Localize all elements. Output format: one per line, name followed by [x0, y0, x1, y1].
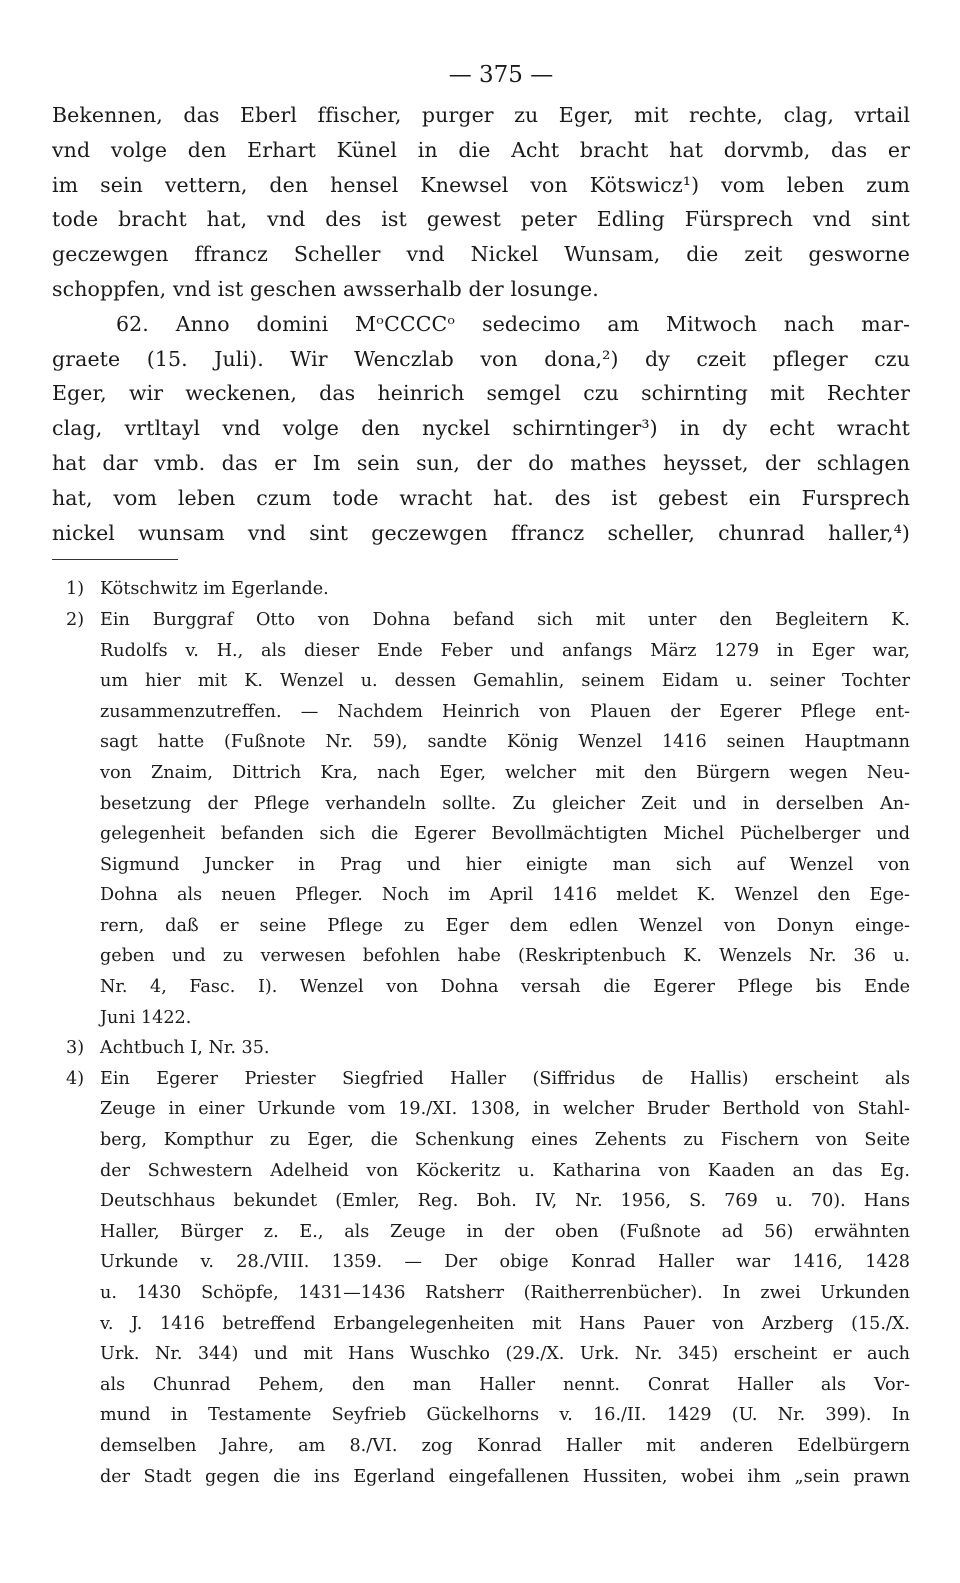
footnote-4-line: Haller, Bürger z. E., als Zeuge in der oben (Fußnote ad 56) erwähnten	[100, 1221, 910, 1242]
footnote-2-line: geben und zu verwesen befohlen habe (Reskriptenbuch K. Wenzels Nr. 36 u.	[100, 946, 910, 967]
text-line: nickel wunsam vnd sint geczewgen ffrancz scheller, chunrad haller,⁴)	[52, 520, 910, 545]
footnote-marker: 1)	[66, 579, 85, 600]
footnote-4-line: Zeuge in einer Urkunde vom 19./XI. 1308, in welcher Bruder Berthold von Stahl-	[100, 1099, 910, 1120]
footnote-4-line: Deutschhaus bekundet (Emler, Reg. Boh. IV, Nr. 1956, S. 769 u. 70). Hans	[100, 1191, 910, 1212]
footnote-separator	[52, 559, 178, 560]
text-line: im sein vettern, den hensel Knewsel von Kötswicz¹) vom leben zum	[52, 172, 910, 197]
footnote-2-line: Rudolfs v. H., als dieser Ende Feber und anfangs März 1279 in Eger war,	[100, 640, 910, 661]
text-line: clag, vrtltayl vnd volge den nyckel schirntinger³) in dy echt wracht	[52, 416, 910, 441]
text-line: hat dar vmb. das er Im sein sun, der do mathes heysset, der schlagen	[52, 450, 910, 475]
footnote-2-line: sagt hatte (Fußnote Nr. 59), sandte König Wenzel 1416 seinen Hauptmann	[100, 732, 910, 753]
footnote-2-line: 2) Ein Burggraf Otto von Dohna befand sich mit unter den Begleitern K.	[52, 605, 910, 636]
text-line: Eger, wir weckenen, das heinrich semgel czu schirnting mit Rechter	[52, 381, 910, 406]
footnote-2-line: um hier mit K. Wenzel u. dessen Gemahlin, seinem Eidam u. seiner Tochter	[100, 671, 910, 692]
footnote-marker: 3)	[66, 1038, 85, 1059]
page-number: — 375 —	[448, 62, 554, 88]
footnote-4-line: Urk. Nr. 344) und mit Hans Wuschko (29./X. Urk. Nr. 345) erscheint er auch	[100, 1344, 910, 1365]
footnote-4-line: als Chunrad Pehem, den man Haller nennt. Conrat Haller als Vor-	[100, 1374, 910, 1395]
footnote-4-line: u. 1430 Schöpfe, 1431—1436 Ratsherr (Raitherrenbücher). In zwei Urkunden	[100, 1283, 910, 1304]
footnote-2-line: von Znaim, Dittrich Kra, nach Eger, welcher mit den Bürgern wegen Neu-	[100, 762, 910, 783]
footnote-4-line: der Stadt gegen die ins Egerland eingefallenen Hussiten, wobei ihm „sein prawn	[100, 1466, 910, 1487]
text-line: 62. Anno domini MᵒCCCCᵒ sedecimo am Mitwoch nach mar-	[116, 311, 910, 336]
text-line: tode bracht hat, vnd des ist gewest peter Edling Fürsprech vnd sint	[52, 207, 910, 232]
footnote-4-line: Urkunde v. 28./VIII. 1359. — Der obige Konrad Haller war 1416, 1428	[100, 1252, 910, 1273]
footnote-4-line: demselben Jahre, am 8./VI. zog Konrad Haller mit anderen Edelbürgern	[100, 1435, 910, 1456]
document-page	[52, 58, 910, 1492]
footnotes	[52, 574, 910, 1492]
footnote-2-line: besetzung der Pflege verhandeln sollte. Zu gleicher Zeit und in derselben An-	[100, 793, 910, 814]
footnote-2-line: zusammenzutreffen. — Nachdem Heinrich von Plauen der Egerer Pflege ent-	[100, 701, 910, 722]
footnote-marker: 2)	[66, 609, 85, 630]
footnote-2-line: rern, daß er seine Pflege zu Eger dem edlen Wenzel von Donyn einge-	[100, 915, 910, 936]
text-line: graete (15. Juli). Wir Wenczlab von dona,²) dy czeit pfleger czu	[52, 346, 910, 371]
footnote-4-line: 4) Ein Egerer Priester Siegfried Haller (Siffridus de Hallis) erscheint als	[52, 1064, 910, 1095]
footnote-4-line: berg, Kompthur zu Eger, die Schenkung eines Zehents zu Fischern von Seite	[100, 1130, 910, 1151]
footnote-4-line: mund in Testamente Seyfrieb Gückelhorns v. 16./II. 1429 (U. Nr. 399). In	[100, 1405, 910, 1426]
footnote-4-line: v. J. 1416 betreffend Erbangelegenheiten mit Hans Pauer von Arzberg (15./X.	[100, 1313, 910, 1334]
text-line: vnd volge den Erhart Künel in die Acht bracht hat dorvmb, das er	[52, 137, 910, 162]
main-text	[52, 98, 910, 550]
footnote-3-line: 3) Achtbuch I, Nr. 35.	[52, 1033, 910, 1064]
text-line: geczewgen ffrancz Scheller vnd Nickel Wunsam, die zeit gesworne	[52, 242, 910, 267]
footnote-2-line: Nr. 4, Fasc. I). Wenzel von Dohna versah die Egerer Pflege bis Ende	[100, 977, 910, 998]
footnote-2-line: Sigmund Juncker in Prag und hier einigte man sich auf Wenzel von	[100, 854, 910, 875]
text-line: schoppfen, vnd ist geschen awsserhalb der losunge.	[52, 276, 599, 301]
footnote-1-line: 1) Kötschwitz im Egerlande.	[52, 574, 910, 605]
footnote-2-line: Juni 1422.	[100, 1007, 192, 1028]
footnote-4-line: der Schwestern Adelheid von Köckeritz u. Katharina von Kaaden an das Eg.	[100, 1160, 910, 1181]
footnote-2-line: gelegenheit befanden sich die Egerer Bevollmächtigten Michel Püchelberger und	[100, 824, 910, 845]
text-line: hat, vom leben czum tode wracht hat. des ist gebest ein Fursprech	[52, 485, 910, 510]
footnote-marker: 4)	[66, 1068, 85, 1089]
footnote-2-line: Dohna als neuen Pfleger. Noch im April 1416 meldet K. Wenzel den Ege-	[100, 885, 910, 906]
text-line: Bekennen, das Eberl ffischer, purger zu Eger, mit rechte, clag, vrtail	[52, 103, 910, 127]
